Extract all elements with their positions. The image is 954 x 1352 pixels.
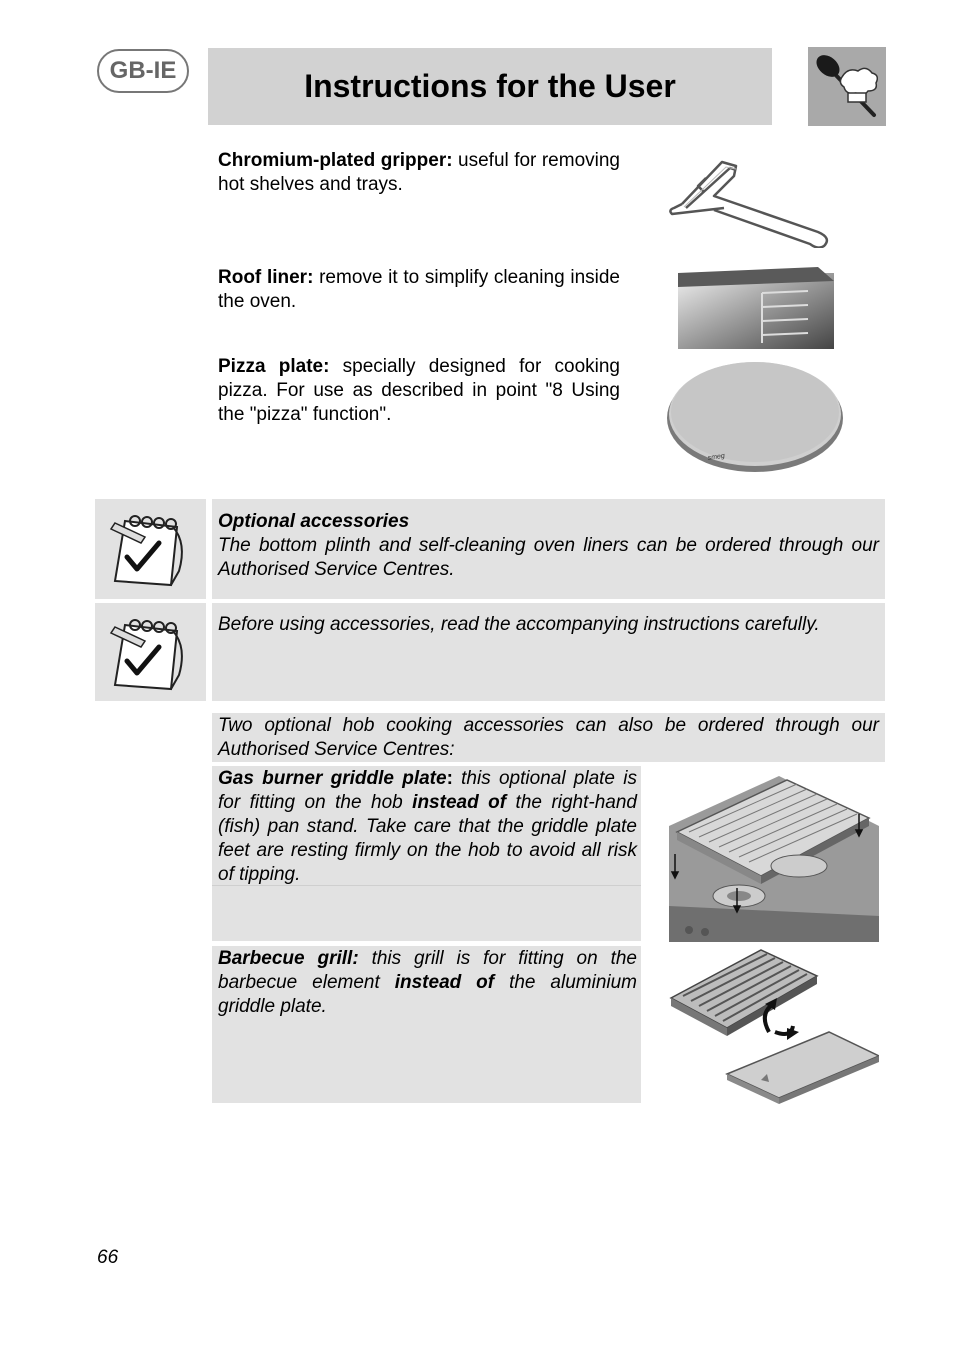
barbecue-grill-illustration bbox=[669, 946, 879, 1104]
note-icon-cell bbox=[95, 499, 206, 599]
read-instructions-note bbox=[212, 603, 885, 701]
roof-liner-illustration bbox=[678, 265, 834, 349]
pizza-plate-illustration bbox=[664, 356, 846, 474]
pizza-plate-name: Pizza plate: bbox=[218, 356, 330, 377]
barbecue-emphasis: instead of bbox=[394, 972, 495, 993]
gripper-name: Chromium-plated gripper: bbox=[218, 150, 453, 171]
page-title: Instructions for the User bbox=[208, 48, 772, 125]
griddle-colon: : bbox=[446, 768, 453, 789]
gripper-description bbox=[218, 149, 620, 197]
roof-liner-description bbox=[218, 266, 620, 314]
barbecue-name: Barbecue grill: bbox=[218, 948, 359, 969]
roof-liner-text: remove it to simplify cleaning inside the oven. bbox=[218, 267, 620, 312]
hob-accessories-intro bbox=[212, 713, 885, 762]
note-text: The bottom plinth and self-cleaning oven liners can be ordered through our Authorised Service Centres. bbox=[218, 535, 879, 580]
note-icon-cell bbox=[95, 603, 206, 701]
optional-accessories-note bbox=[212, 499, 885, 599]
barbecue-text-1: this grill is for fitting on the barbecue element bbox=[218, 948, 637, 993]
barbecue-text-2: the aluminium griddle plate. bbox=[218, 972, 638, 1017]
barbecue-description-box bbox=[212, 946, 641, 1103]
pizza-brand-mark: smeg bbox=[707, 452, 726, 462]
note-title: Optional accessories bbox=[218, 511, 410, 532]
gripper-illustration bbox=[656, 152, 836, 248]
griddle-emphasis: instead of bbox=[412, 792, 507, 813]
chef-spoon-logo-icon bbox=[808, 47, 886, 126]
note-text: Before using accessories, read the accompanying instructions carefully. bbox=[218, 614, 820, 635]
griddle-name: Gas burner griddle plate bbox=[218, 768, 447, 789]
hob-intro-text: Two optional hob cooking accessories can also be ordered through our Authorised Service Centres: bbox=[218, 715, 879, 760]
pizza-plate-text: specially designed for cooking pizza. For use as described in point "8 Using the "pizza" function". bbox=[218, 356, 620, 425]
griddle-plate-illustration bbox=[669, 766, 879, 942]
language-badge: GB-IE bbox=[97, 49, 189, 93]
roof-liner-name: Roof liner: bbox=[218, 267, 314, 288]
notepad-check-icon bbox=[95, 603, 206, 701]
griddle-description-box bbox=[212, 766, 641, 941]
griddle-text-1: this optional plate is for fitting on the hob bbox=[218, 768, 637, 813]
gripper-text: useful for removing hot shelves and trays. bbox=[218, 150, 620, 195]
notepad-check-icon bbox=[95, 499, 206, 599]
griddle-text-2: the right-hand (fish) pan stand. Take care that the griddle plate feet are resting firmly on the hob to avoid all risk of tipping. bbox=[218, 792, 637, 885]
pizza-plate-description bbox=[218, 355, 620, 427]
page-number: 66 bbox=[97, 1247, 119, 1268]
